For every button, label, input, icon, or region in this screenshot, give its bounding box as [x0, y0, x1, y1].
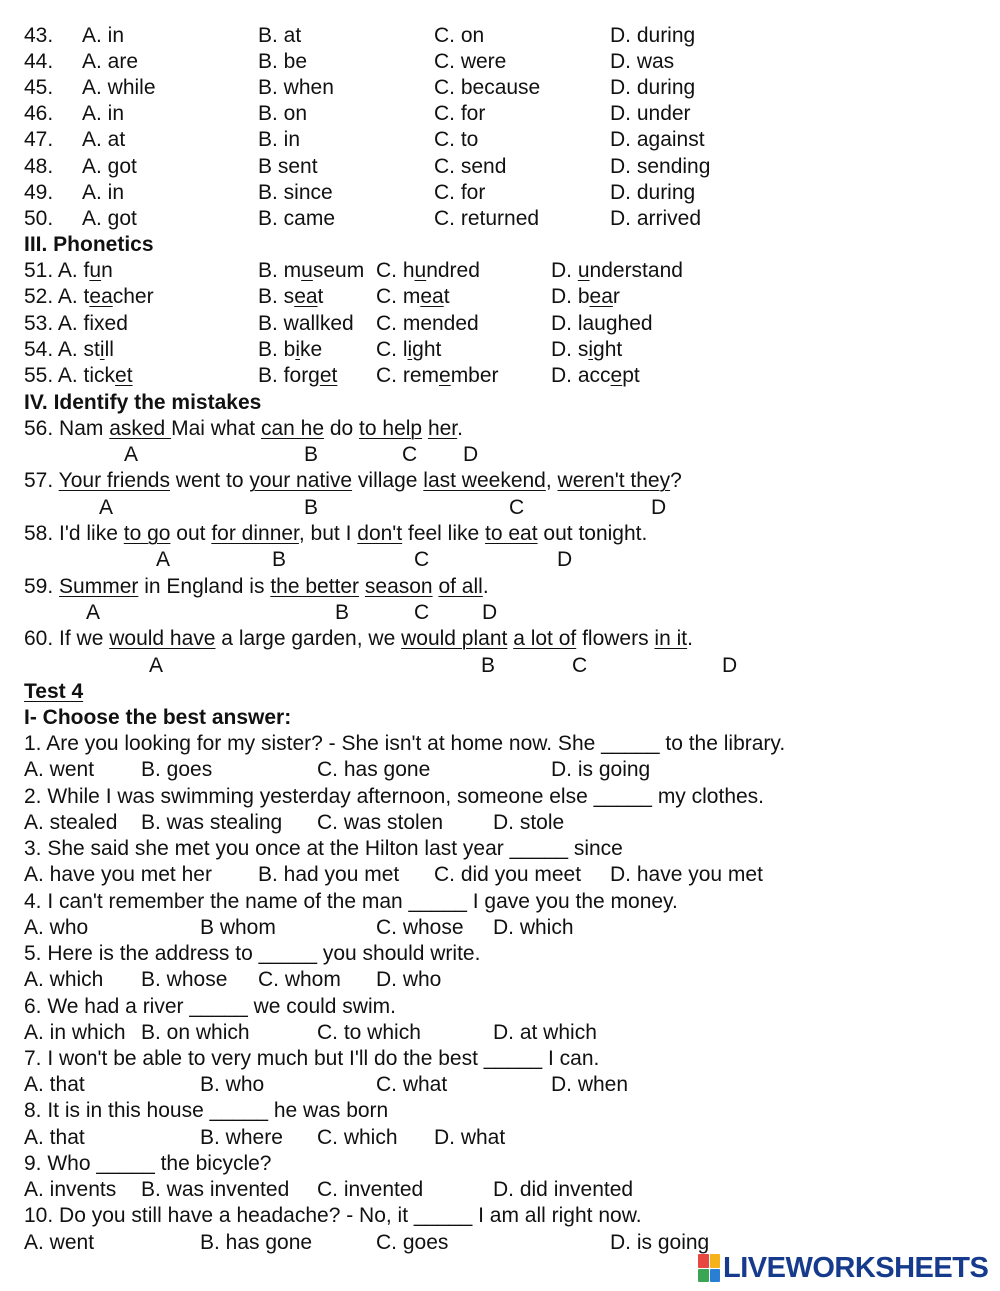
question-4: 4. I can't remember the name of the man _____ I gave you the money.: [24, 890, 678, 913]
option-c: C. was stolen: [317, 811, 444, 834]
option-a: A. at: [82, 128, 126, 151]
phonetic-option-a: 54. A. still: [24, 338, 114, 361]
option-d: D. arrived: [610, 207, 702, 230]
option-a: A. are: [82, 50, 139, 73]
option-d: D. against: [610, 128, 705, 151]
option-c: C. what: [376, 1073, 448, 1096]
mistake-letter: D: [482, 601, 498, 624]
option-d: D. during: [610, 181, 696, 204]
option-d: D. who: [376, 968, 442, 991]
option-d: D. is going: [551, 758, 651, 781]
option-a: A. in which: [24, 1021, 126, 1044]
sentence-59: 59. Summer in England is the better season of all.: [24, 575, 489, 598]
option-a: A. stealed: [24, 811, 118, 834]
section-heading: III. Phonetics: [24, 233, 154, 256]
phonetic-option-d: D. accept: [551, 364, 640, 387]
option-b: B. on which: [141, 1021, 250, 1044]
option-d: D. is going: [610, 1231, 710, 1254]
logo-square: [698, 1269, 709, 1283]
question-3: 3. She said she met you once at the Hilton last year _____ since: [24, 837, 623, 860]
sentence-58: 58. I'd like to go out for dinner, but I don't feel like to eat out tonight.: [24, 522, 648, 545]
phonetic-option-b: B. bike: [258, 338, 323, 361]
phonetic-option-c: C. hundred: [376, 259, 480, 282]
phonetic-option-c: C. remember: [376, 364, 499, 387]
sentence-60: 60. If we would have a large garden, we would plant a lot of flowers in it.: [24, 627, 693, 650]
option-c: C. were: [434, 50, 507, 73]
mistake-letter: A: [156, 548, 171, 571]
phonetic-option-a: 55. A. ticket: [24, 364, 133, 387]
question-7: 7. I won't be able to very much but I'll do the best _____ I can.: [24, 1047, 600, 1070]
question-5: 5. Here is the address to _____ you should write.: [24, 942, 481, 965]
option-a: A. went: [24, 1231, 95, 1254]
option-a: A. who: [24, 916, 89, 939]
option-c: C. returned: [434, 207, 540, 230]
option-b: B. was stealing: [141, 811, 283, 834]
option-c: C. because: [434, 76, 541, 99]
phonetic-option-c: C. mended: [376, 312, 479, 335]
mistake-letter: C: [414, 601, 430, 624]
phonetic-option-a: 53. A. fixed: [24, 312, 128, 335]
test-title: Test 4: [24, 680, 84, 703]
q-number: 46.: [24, 102, 54, 125]
question-1: 1. Are you looking for my sister? - She isn't at home now. She _____ to the library.: [24, 732, 786, 755]
option-a: A. that: [24, 1073, 85, 1096]
option-d: D. under: [610, 102, 691, 125]
option-b: B. goes: [141, 758, 213, 781]
option-b: B. at: [258, 24, 302, 47]
instruction: I- Choose the best answer:: [24, 706, 292, 729]
option-c: C. invented: [317, 1178, 424, 1201]
option-b: B. be: [258, 50, 308, 73]
option-a: A. in: [82, 102, 125, 125]
option-a: A. went: [24, 758, 95, 781]
mistake-letter: B: [304, 443, 319, 466]
option-b: B. where: [200, 1126, 283, 1149]
option-c: C. send: [434, 155, 507, 178]
section-heading: IV. Identify the mistakes: [24, 391, 262, 414]
option-c: C. did you meet: [434, 863, 582, 886]
q-number: 45.: [24, 76, 54, 99]
option-c: C. for: [434, 102, 486, 125]
option-a: A. got: [82, 155, 137, 178]
phonetic-option-b: B. museum: [258, 259, 365, 282]
option-b: B. had you met: [258, 863, 400, 886]
option-d: D. was: [610, 50, 675, 73]
option-d: D. during: [610, 76, 696, 99]
liveworksheets-logo: [698, 1252, 988, 1284]
option-b: B. has gone: [200, 1231, 313, 1254]
phonetic-option-b: B. forget: [258, 364, 338, 387]
q-number: 43.: [24, 24, 54, 47]
question-2: 2. While I was swimming yesterday afternoon, someone else _____ my clothes.: [24, 785, 765, 808]
mistake-letter: B: [335, 601, 350, 624]
option-c: C. has gone: [317, 758, 431, 781]
phonetic-option-d: D. bear: [551, 285, 620, 308]
option-d: D. when: [551, 1073, 629, 1096]
q-number: 47.: [24, 128, 54, 151]
option-a: A. invents: [24, 1178, 117, 1201]
phonetic-option-a: 51. A. fun: [24, 259, 113, 282]
mistake-letter: A: [124, 443, 139, 466]
phonetic-option-a: 52. A. teacher: [24, 285, 154, 308]
option-b: B. on: [258, 102, 308, 125]
logo-text: LIVEWORKSHEETS: [723, 1252, 989, 1284]
question-10: 10. Do you still have a headache? - No, it _____ I am all right now.: [24, 1204, 642, 1227]
option-c: C. to: [434, 128, 479, 151]
sentence-57: 57. Your friends went to your native village last weekend, weren't they?: [24, 469, 682, 492]
mistake-letter: C: [572, 654, 588, 677]
q-number: 48.: [24, 155, 54, 178]
option-c: C. goes: [376, 1231, 449, 1254]
option-b: B. whose: [141, 968, 228, 991]
phonetic-option-d: D. understand: [551, 259, 683, 282]
phonetic-option-c: C. meat: [376, 285, 450, 308]
phonetic-option-d: D. sight: [551, 338, 623, 361]
phonetic-option-b: B. wallked: [258, 312, 354, 335]
option-b: B. was invented: [141, 1178, 290, 1201]
mistake-letter: D: [557, 548, 573, 571]
q-number: 44.: [24, 50, 54, 73]
option-a: A. which: [24, 968, 104, 991]
mistake-letter: C: [509, 496, 525, 519]
mistake-letter: D: [722, 654, 738, 677]
option-a: A. that: [24, 1126, 85, 1149]
logo-square: [710, 1269, 721, 1283]
option-d: D. have you met: [610, 863, 763, 886]
option-c: C. for: [434, 181, 486, 204]
option-d: D. which: [493, 916, 574, 939]
option-d: D. what: [434, 1126, 506, 1149]
option-b: B. who: [200, 1073, 265, 1096]
question-8: 8. It is in this house _____ he was born: [24, 1099, 389, 1122]
option-a: A. in: [82, 24, 125, 47]
option-c: C. whose: [376, 916, 464, 939]
mistake-letter: D: [463, 443, 479, 466]
phonetic-option-d: D. laughed: [551, 312, 653, 335]
q-number: 50.: [24, 207, 54, 230]
mistake-letter: B: [272, 548, 287, 571]
mistake-letter: D: [651, 496, 667, 519]
option-d: D. stole: [493, 811, 565, 834]
option-b: B. since: [258, 181, 333, 204]
option-d: D. did invented: [493, 1178, 634, 1201]
option-c: C. whom: [258, 968, 341, 991]
phonetic-option-c: C. light: [376, 338, 442, 361]
logo-square: [698, 1254, 709, 1268]
option-b: B. came: [258, 207, 336, 230]
mistake-letter: C: [402, 443, 418, 466]
phonetic-option-b: B. seat: [258, 285, 324, 308]
option-b: B. when: [258, 76, 334, 99]
option-d: D. sending: [610, 155, 711, 178]
logo-square: [710, 1254, 721, 1268]
mistake-letter: A: [86, 601, 101, 624]
logo-mark-icon: [698, 1254, 720, 1282]
option-a: A. got: [82, 207, 137, 230]
option-b: B whom: [200, 916, 276, 939]
sentence-56: 56. Nam asked Mai what can he do to help her.: [24, 417, 463, 440]
option-a: A. have you met her: [24, 863, 212, 886]
mistake-letter: B: [481, 654, 496, 677]
mistake-letter: C: [414, 548, 430, 571]
mistake-letter: A: [99, 496, 114, 519]
option-a: A. in: [82, 181, 125, 204]
option-c: C. on: [434, 24, 485, 47]
q-number: 49.: [24, 181, 54, 204]
option-a: A. while: [82, 76, 156, 99]
option-c: C. which: [317, 1126, 398, 1149]
mistake-letter: B: [304, 496, 319, 519]
option-b: B sent: [258, 155, 318, 178]
option-c: C. to which: [317, 1021, 421, 1044]
question-6: 6. We had a river _____ we could swim.: [24, 995, 396, 1018]
option-b: B. in: [258, 128, 301, 151]
option-d: D. during: [610, 24, 696, 47]
option-d: D. at which: [493, 1021, 597, 1044]
mistake-letter: A: [149, 654, 164, 677]
question-9: 9. Who _____ the bicycle?: [24, 1152, 272, 1175]
